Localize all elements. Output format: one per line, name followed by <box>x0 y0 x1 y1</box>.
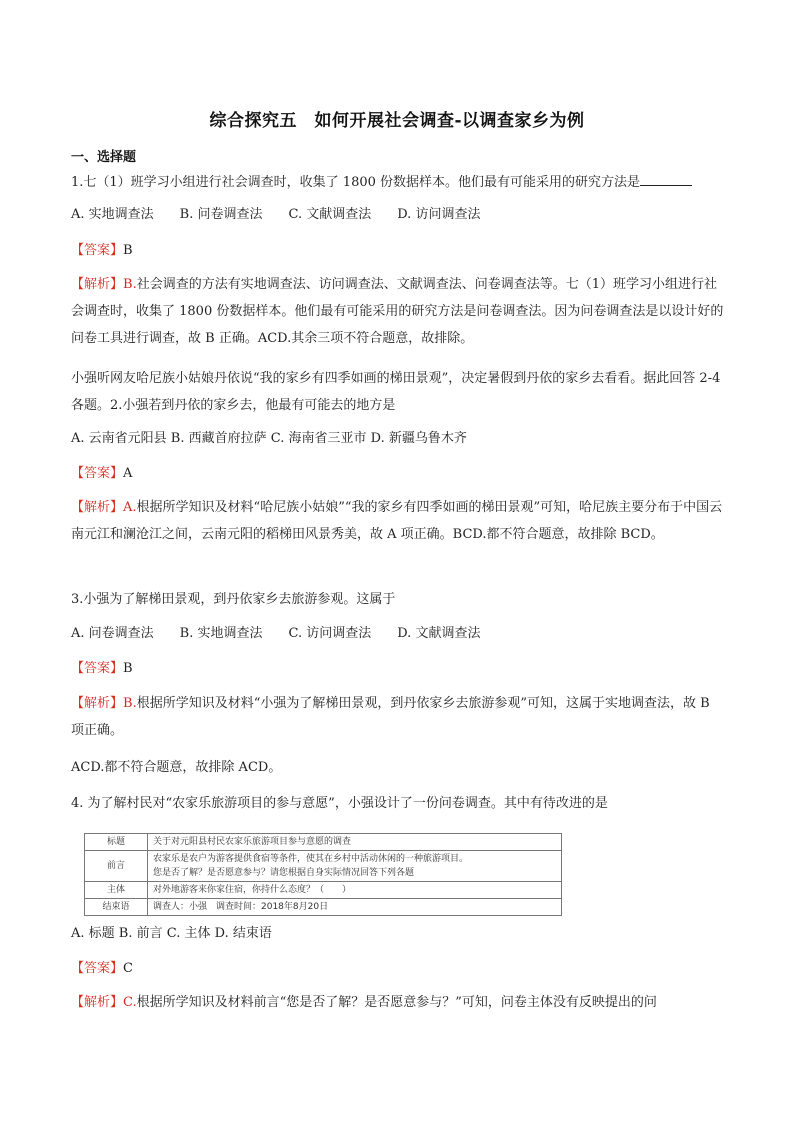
table-cell-value: 对外地游客来你家住宿，你持什么态度？（ ） <box>148 882 562 899</box>
section-heading: 一、选择题 <box>71 150 137 165</box>
table-cell-key: 结束语 <box>85 899 148 916</box>
question-4-analysis: 【解析】C.根据所学知识及材料前言“您是否了解？是否愿意参与？”可知，问卷主体没有反映提出的问 <box>71 995 657 1010</box>
table-row <box>85 899 562 916</box>
table-cell-key: 前言 <box>85 851 148 882</box>
answer-value: B <box>123 661 133 676</box>
analysis-tag: 【解析】 <box>71 696 124 711</box>
table-cell-value: 关于对元阳县村民农家乐旅游项目参与意愿的调查 <box>148 834 562 851</box>
answer-value: B <box>123 243 133 258</box>
question-1-answer <box>71 242 133 260</box>
page-title: 综合探究五 如何开展社会调查-以调查家乡为例 <box>209 111 585 131</box>
analysis-tag: 【解析】 <box>71 995 124 1010</box>
table-row <box>85 851 562 882</box>
question-1-stem: 1.七（1）班学习小组进行社会调查时，收集了 1800 份数据样本。他们最有可能采用的研究方法是 <box>71 172 692 192</box>
question-3-analysis-continued: ACD.都不符合题意，故排除 ACD。 <box>71 760 282 775</box>
question-3-stem: 3.小强为了解梯田景观，到丹依家乡去旅游参观。这属于 <box>71 592 396 607</box>
question-3-analysis: 【解析】B.根据所学知识及材料“小强为了解梯田景观，到丹依家乡去旅游参观”可知，这属于实地调查法，故 B 项正确。 <box>71 696 710 738</box>
answer-blank <box>640 172 692 186</box>
question-3-options: A. 问卷调查法 B. 实地调查法 C. 访问调查法 D. 文献调查法 <box>71 626 481 641</box>
question-4-options: A. 标题 B. 前言 C. 主体 D. 结束语 <box>71 926 272 941</box>
question-1-options: A. 实地调查法 B. 问卷调查法 C. 文献调查法 D. 访问调查法 <box>71 207 481 222</box>
material-paragraph: 小强听网友哈尼族小姑娘丹依说“我的家乡有四季如画的梯田景观”，决定暑假到丹依的家乡去看看。据此回答 2-4 各题。2.小强若到丹依的家乡去，他最有可能去的地方是 <box>71 371 721 413</box>
question-4-answer <box>71 960 133 978</box>
question-2-options: A. 云南省元阳县 B. 西藏首府拉萨 C. 海南省三亚市 D. 新疆乌鲁木齐 <box>71 431 467 446</box>
question-2-analysis: 【解析】A.根据所学知识及材料“哈尼族小姑娘”“我的家乡有四季如画的梯田景观”可知，哈尼族主要分布于中国云南元江和澜沧江之间，云南元阳的稻梯田风景秀美，故 A 项正确。BCD.都不符合题意，故排除 BCD。 <box>71 500 723 542</box>
table-row <box>85 882 562 899</box>
question-4-stem: 4. 为了解村民对“农家乐旅游项目的参与意愿”，小强设计了一份问卷调查。其中有待改进的是 <box>71 796 608 811</box>
table-cell-value: 农家乐是农户为游客提供食宿等条件，使其在乡村中活动休闲的一种旅游项目。 您是否了解？是否愿意参与？请您根据自身实际情况回答下列各题 <box>148 851 562 882</box>
table-row <box>85 834 562 851</box>
answer-value: C <box>123 961 133 976</box>
answer-tag: 【答案】 <box>71 466 124 481</box>
table-cell-value: 调查人：小强 调查时间：2018年8月20日 <box>148 899 562 916</box>
answer-tag: 【答案】 <box>71 661 124 676</box>
table-cell-key: 主体 <box>85 882 148 899</box>
question-1-analysis: 【解析】B.社会调查的方法有实地调查法、访问调查法、文献调查法、问卷调查法等。七（1）班学习小组进行社会调查时，收集了 1800 份数据样本。他们最有可能采用的研究方法是问卷调查法。因为问卷调查法是以设计好的问卷工具进行调查，故 B 正确。ACD.其余三项不符合题意，故排除。 <box>71 277 724 346</box>
analysis-tag: 【解析】 <box>71 277 124 292</box>
analysis-tag: 【解析】 <box>71 500 124 515</box>
answer-value: A <box>123 466 133 481</box>
question-3-answer <box>71 660 133 678</box>
question-2-answer <box>71 465 132 483</box>
answer-tag: 【答案】 <box>71 243 124 258</box>
survey-table <box>84 833 562 916</box>
table-cell-key: 标题 <box>85 834 148 851</box>
answer-tag: 【答案】 <box>71 961 124 976</box>
